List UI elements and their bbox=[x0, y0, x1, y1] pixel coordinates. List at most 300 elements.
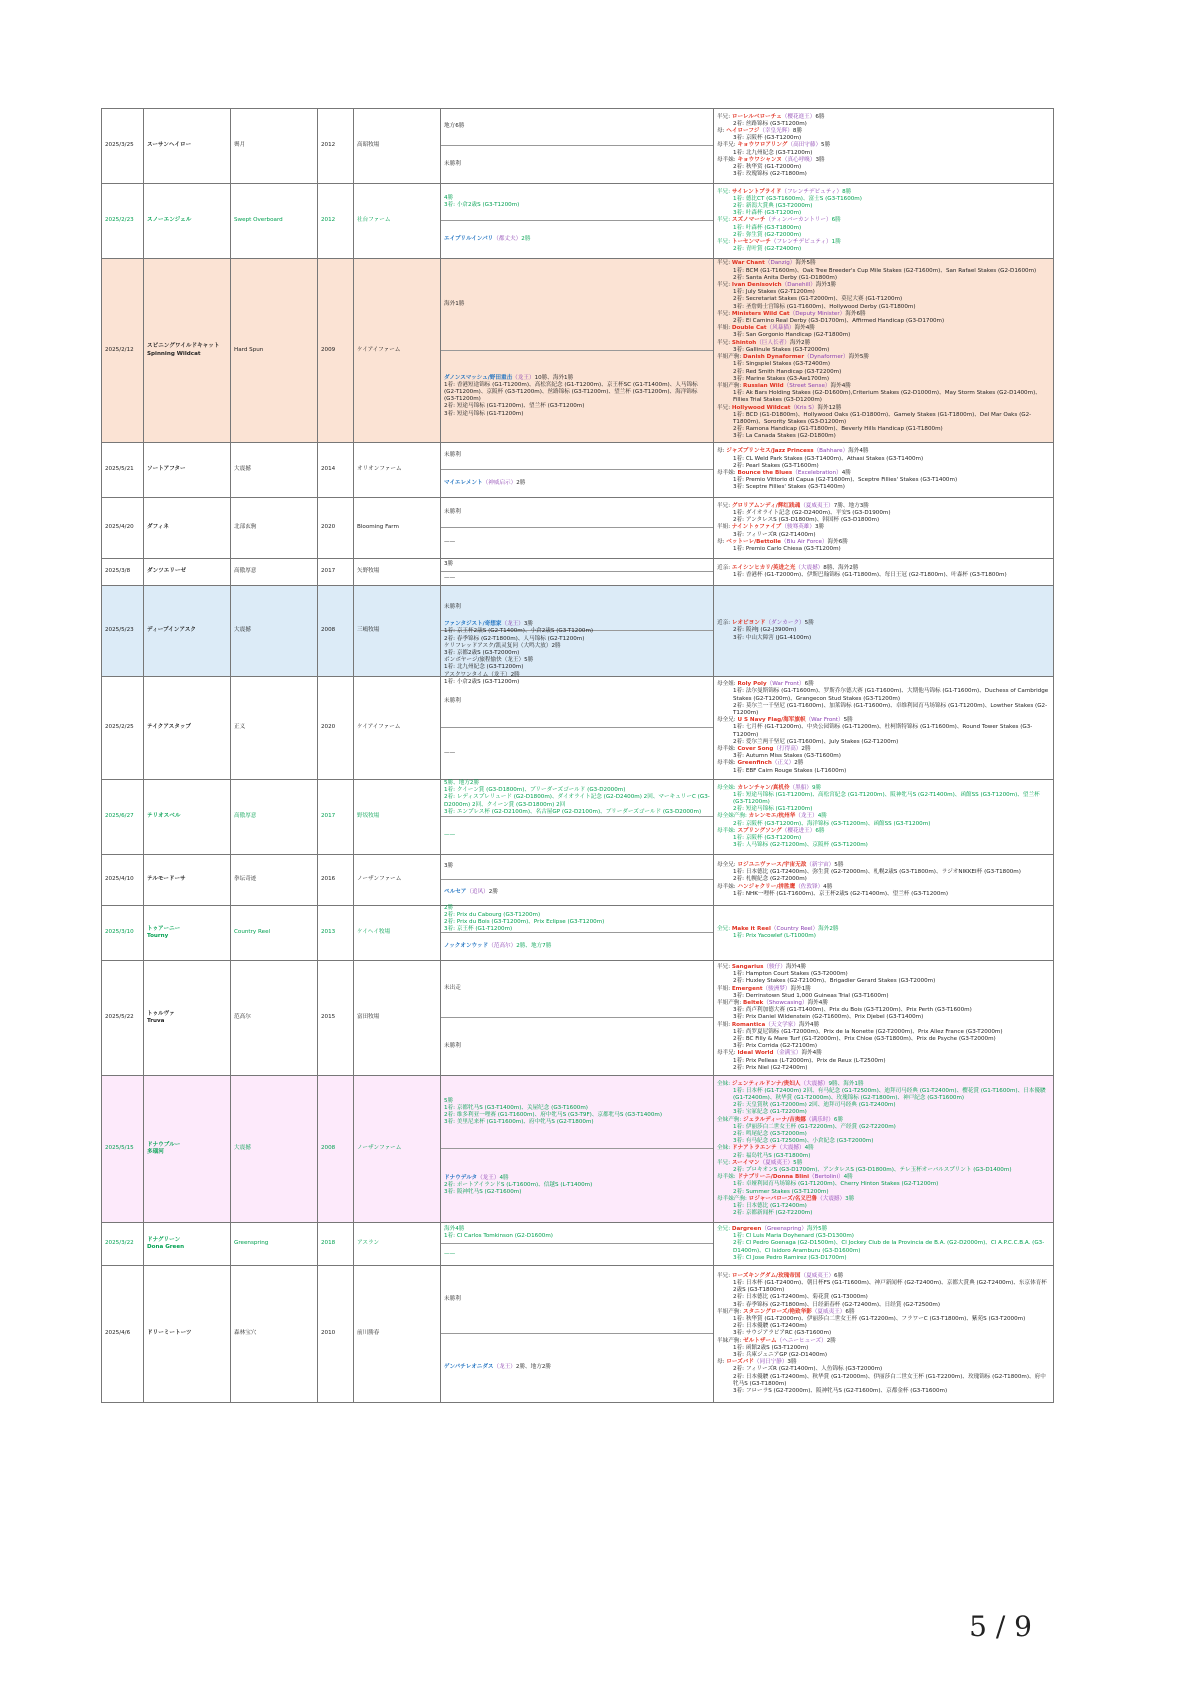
page-number: 5 / 9 bbox=[969, 1610, 1032, 1643]
relative-line: 近亲: エイシンヒカリ/英进之光（大震撼）8勝、海外2勝 bbox=[717, 564, 859, 571]
relative-line: 2着: BC Filly & Mare Turf (G1-T2000m)、Prix Chloe (G3-T1800m)、Prix de Psyche (G3-T2000m) bbox=[733, 1036, 996, 1042]
progeny-line: 3着: 阪神牝马S (G2-T1600m) bbox=[444, 1189, 522, 1196]
relative-line: 母半妹产驹: ロジャーバローズ/名义巴鲁（大震撼）3勝 bbox=[717, 1195, 855, 1202]
progeny-line: 2着: Prix du Cabourg (G3-T1200m) bbox=[444, 911, 541, 918]
relative-line: 半姐: Romantica（天文学家）海外4勝 bbox=[717, 1021, 820, 1028]
farm-cell: ケイアイファーム bbox=[354, 677, 441, 780]
progeny-line: 1着: 京王杯2歳S (G2-T1400m)、小倉2歳S (G3-T1200m) bbox=[444, 628, 594, 635]
progeny-bottom bbox=[441, 1334, 713, 1402]
name-cell bbox=[144, 1076, 231, 1223]
horse-name-en: 多瑙河 bbox=[147, 1149, 164, 1155]
relative-line: 3着: 宝冢紀念 (G1-T2200m) bbox=[733, 1109, 807, 1116]
relative-line: 1着: July Stakes (G2-T1200m) bbox=[733, 289, 815, 296]
horse-name: トゥルヴァ bbox=[147, 1010, 175, 1017]
name-cell bbox=[144, 443, 231, 498]
relatives-cell bbox=[714, 259, 1054, 443]
progeny-line: 未勝利 bbox=[444, 1295, 461, 1302]
relatives-cell bbox=[714, 498, 1054, 559]
progeny-top bbox=[441, 184, 713, 221]
progeny-cell bbox=[441, 586, 714, 685]
relative-line: 半兄: スーイマン（夏威夷王）5勝 bbox=[717, 1159, 803, 1166]
horse-name: ドリーミートーツ bbox=[147, 1330, 192, 1337]
name-cell bbox=[144, 906, 231, 961]
relative-line: 母: ローズバド（同日宁静）3勝 bbox=[717, 1359, 797, 1366]
relative-line: 半兄: ローズキングダム/玫瑰帝国（夏威夷王）6勝 bbox=[717, 1272, 844, 1279]
progeny-line: 2着: 维多利亚一哩赛 (G1-T1600m)、府中牝马S (G3-T9F)、京都牝马S (G3-T1400m) bbox=[444, 1112, 663, 1118]
date-cell: 2025/6/27 bbox=[102, 780, 144, 855]
year-cell: 2013 bbox=[318, 906, 354, 961]
relative-line: 半妹产驹: ゼルトザーム（ヘニーヒューズ）2勝 bbox=[717, 1337, 836, 1344]
relative-line: 半兄: Shintoh（巨人长者）海外2勝 bbox=[717, 339, 811, 346]
farm-cell: 前川勝春 bbox=[354, 1266, 441, 1403]
farm-cell: 野坂牧場 bbox=[354, 780, 441, 855]
relative-line: 3着: 春季锦标 (G2-T1800m)、日经新春杯 (G2-T2400m)、日经賞 (G2-T2500m) bbox=[733, 1301, 941, 1308]
year-cell: 2008 bbox=[318, 1076, 354, 1223]
relative-line: 3着: 叶森杯 (G3-T1200m) bbox=[733, 210, 802, 217]
relative-line: 母半妹: ハンジャクリー/拼胜鹰（佐敦锋）4勝 bbox=[717, 883, 833, 890]
relative-line: 3着: サウジアラビアRC (G3-T1600m) bbox=[733, 1330, 832, 1337]
progeny-line: 1着: 京都牝马S (G3-T1400m)、关屋纪念 (G3-T1600m) bbox=[444, 1104, 588, 1111]
relative-line: 1着: 日本杯 (G1-T2400m)、朝日杯FS (G1-T1600m)、神戸新闻杯 (G2-T2400m)、京都大賞典 (G2-T2400m)、东京体育杯2歳S (G3-T1800m) bbox=[733, 1279, 1047, 1294]
progeny-top bbox=[441, 1223, 713, 1244]
relative-line: 3着: 兵庫ジュニアGP (G2-D1400m) bbox=[733, 1352, 828, 1358]
progeny-cell bbox=[441, 443, 714, 498]
farm-cell: 高昭牧場 bbox=[354, 109, 441, 184]
progeny-bottom bbox=[441, 572, 713, 585]
relative-line: 2着: 日本優駿 (G1-T2400m) bbox=[733, 1323, 807, 1330]
relative-line: 半姐: Double Cat（风暴猫）海外4勝 bbox=[717, 325, 815, 332]
relatives-cell bbox=[714, 1223, 1054, 1266]
relatives-cell bbox=[714, 677, 1054, 780]
year-cell: 2017 bbox=[318, 780, 354, 855]
date-cell: 2025/5/15 bbox=[102, 1076, 144, 1223]
relative-line: 母半妹: Cover Song（打得高）2勝 bbox=[717, 746, 811, 752]
progeny-line: 1着: 小倉2歳S (G3-T1200m) bbox=[444, 678, 520, 685]
table-row bbox=[102, 1223, 1054, 1266]
relative-line: 1着: Premio Carlo Chiesa (G3-T1200m) bbox=[733, 546, 841, 552]
farm-cell: 富田牧場 bbox=[354, 961, 441, 1076]
horse-name-en: Spinning Wildcat bbox=[147, 350, 201, 357]
relative-line: 1着: NHK一哩杯 (G1-T1600m)、京王杯2歳S (G2-T1400m)、望兰杯 (G3-T1200m) bbox=[733, 890, 949, 897]
horse-name: ディープインアスク bbox=[147, 627, 196, 634]
progeny-top bbox=[441, 559, 713, 572]
table-row bbox=[102, 498, 1054, 559]
sire-cell: 大震撼 bbox=[231, 1076, 318, 1223]
progeny-cell bbox=[441, 1266, 714, 1403]
relative-line: 母全兄: ロジユニヴァース/宇宙无敌（新宇宙）5勝 bbox=[717, 861, 844, 868]
relative-line: 1着: Singspiel Stakes (G3-T2400m) bbox=[733, 361, 831, 368]
relative-line: 2着: 日本優駿 (G1-T2400m)、秋华賞 (G1-T2000m)、伊丽莎白二世女王杯 (G1-T2200m)、玫瑰锦标 (G2-T1800m)、府中牝马S (G3-T1800m) bbox=[733, 1373, 1046, 1387]
progeny-cell bbox=[441, 780, 714, 855]
relative-line: 3着: フローラS (G2-T2000m)、阪神牝马S (G2-T1600m)、京都金杯 (G3-T1600m) bbox=[733, 1388, 948, 1395]
date-cell: 2025/4/10 bbox=[102, 855, 144, 906]
relative-line: 全妹产驹: ジェラルディーナ/吉奥娜（满乐时）6勝 bbox=[717, 1116, 844, 1123]
relative-line: 2着: 阪神J (G2-J3900m) bbox=[733, 627, 797, 634]
relatives-cell bbox=[714, 184, 1054, 259]
progeny-top bbox=[441, 961, 713, 1018]
farm-cell: 矢野牧場 bbox=[354, 559, 441, 586]
table-row bbox=[102, 780, 1054, 855]
year-cell: 2009 bbox=[318, 259, 354, 443]
relative-line: 1着: Ak Bars Holding Stakes (G2-D1600m),Criterium Stakes (G2-D1000m)、May Storm Stakes (G2-D1400m)、Fillies Trial Stakes (G3-D1200m) bbox=[733, 390, 1041, 404]
progeny-top bbox=[441, 498, 713, 528]
relative-line: 3着: Marine Stakes (G3-Aw1700m) bbox=[733, 375, 830, 382]
relative-line: 3着: 人马锦标 (G2-T1200m)、京阪杯 (G3-T1200m) bbox=[733, 842, 868, 849]
progeny-cell bbox=[441, 109, 714, 184]
progeny-line: 地方6勝 bbox=[444, 123, 465, 130]
year-cell: 2014 bbox=[318, 443, 354, 498]
relative-line: 2着: 丝路锦标 (G3-T1200m) bbox=[733, 120, 807, 127]
relative-line: 2着: 爱尔兰两千坚尼 (G1-T1600m)、July Stakes (G2-T1200m) bbox=[733, 738, 899, 745]
progeny-line: 3勝 bbox=[444, 561, 454, 568]
year-cell: 2020 bbox=[318, 498, 354, 559]
name-cell bbox=[144, 1223, 231, 1266]
farm-cell: ケイヘイ牧場 bbox=[354, 906, 441, 961]
progeny-line: 2勝 bbox=[444, 904, 454, 911]
sire-cell: 正义 bbox=[231, 677, 318, 780]
progeny-line: ゲンパチレオニダス（龙王）2勝、地方2勝 bbox=[444, 1364, 551, 1371]
progeny-bottom bbox=[441, 1149, 713, 1222]
progeny-line: 海外4勝 bbox=[444, 1225, 465, 1232]
progeny-line: 5勝 bbox=[444, 1097, 454, 1104]
progeny-line: ドナウデルタ（龙王）4勝 bbox=[444, 1174, 509, 1181]
relative-line: 母: ジャズプリンセス/Jazz Princess（Bahhare）海外4勝 bbox=[717, 448, 869, 455]
horse-name: テリオスベル bbox=[147, 813, 181, 820]
relative-line: 母半妹: Greenfinch（正义）2勝 bbox=[717, 760, 804, 767]
horse-name: ドナグリーン bbox=[147, 1236, 181, 1243]
year-cell: 2012 bbox=[318, 184, 354, 259]
relatives-cell bbox=[714, 961, 1054, 1076]
progeny-line: 4勝 bbox=[444, 194, 454, 201]
name-cell bbox=[144, 961, 231, 1076]
horse-name: ドナウブルー bbox=[147, 1141, 181, 1148]
sire-cell: 高傲厚意 bbox=[231, 559, 318, 586]
relative-line: 3着: 有马紀念 (G1-T2500m)、小倉紀念 (G3-T2000m) bbox=[733, 1138, 874, 1145]
relative-line: 母半兄: Ideal World（金满宝）海外4勝 bbox=[717, 1050, 822, 1057]
year-cell: 2017 bbox=[318, 559, 354, 586]
relative-line: 1着: 日本杯 (G1-T2400m) 2回、有马紀念 (G1-T2500m)、迪拜司马经典 (G1-T2400m)、樱花賞 (G1-T1600m)、日本優駿 (G1-T2400m)、秋华賞 (G1-T2000m)、玫瑰锦标 (G2-T1800m)、神戸紀念 (G3-T1600m) bbox=[733, 1087, 1046, 1101]
relative-line: 2着: Summer Stakes (G3-T1200m) bbox=[733, 1188, 829, 1195]
progeny-line: 未勝利 bbox=[444, 508, 461, 515]
relative-line: 2着: 弥生賞 (G2-T2000m) bbox=[733, 231, 802, 238]
horse-name: スーサンヘイロー bbox=[147, 142, 192, 149]
progeny-line: —— bbox=[444, 574, 456, 581]
relative-line: 2着: Pearl Stakes (G3-T1600m) bbox=[733, 462, 819, 469]
relative-line: 母半妹: Bounce the Blues（Excelebration）4勝 bbox=[717, 470, 851, 476]
relative-line: 半姐产驹: スタニングローズ/艳致华影（夏威夷王）6勝 bbox=[717, 1308, 855, 1315]
relatives-cell bbox=[714, 1076, 1054, 1223]
relative-line: 3着: Cl Jose Pedro Ramirez (G3-D1700m) bbox=[733, 1254, 847, 1261]
progeny-bottom bbox=[441, 817, 713, 854]
relative-line: 半兄: War Chant（Danzig）海外5勝 bbox=[717, 260, 816, 267]
date-cell: 2025/4/6 bbox=[102, 1266, 144, 1403]
relatives-cell bbox=[714, 559, 1054, 586]
sire-cell: 大震撼 bbox=[231, 586, 318, 677]
farm-cell: ノーザンファーム bbox=[354, 1076, 441, 1223]
progeny-line: 2着: ポートアイランドS (L-T1600m)、信越S (L-T1400m) bbox=[444, 1181, 593, 1188]
sire-cell: Hard Spun bbox=[231, 259, 318, 443]
sire-cell: 北部玄驹 bbox=[231, 498, 318, 559]
name-cell bbox=[144, 184, 231, 259]
date-cell: 2025/5/23 bbox=[102, 586, 144, 677]
name-cell bbox=[144, 1266, 231, 1403]
relative-line: 1着: 香港杯 (G1-T2000m)、伊斯巴翰锦标 (G1-T1800m)、每日王冠 (G2-T1800m)、叶森杯 (G3-T1800m) bbox=[733, 572, 1007, 578]
farm-cell: 社台ファーム bbox=[354, 184, 441, 259]
progeny-top bbox=[441, 855, 713, 880]
relative-line: 1着: 函館2歳S (G3-T1200m) bbox=[733, 1344, 809, 1351]
date-cell: 2025/2/23 bbox=[102, 184, 144, 259]
progeny-top bbox=[441, 1266, 713, 1334]
relative-line: 母全兄: U S Navy Flag/海军旗帜（War Front）5勝 bbox=[717, 717, 853, 724]
date-cell: 2025/5/21 bbox=[102, 443, 144, 498]
progeny-cell bbox=[441, 1223, 714, 1266]
relative-line: 1着: 德比CT (G3-T1600m)、富士S (G3-T1600m) bbox=[733, 195, 862, 202]
progeny-line: 未勝利 bbox=[444, 604, 461, 611]
progeny-line: —— bbox=[444, 1250, 456, 1257]
relative-line: 2着: 新潟大賞典 (G3-T2000m) bbox=[733, 202, 813, 209]
progeny-cell bbox=[441, 961, 714, 1076]
relative-line: 2着: プロキオンS (G3-D1700m)、アンタレスS (G3-D1800m)、テレ玉杯オーバルスプリント (G3-D1400m) bbox=[733, 1167, 1012, 1173]
progeny-line: ノックオンウッド（范高尔）2勝、地方7勝 bbox=[444, 942, 552, 949]
progeny-line: ボンボヤージ/旅程愉快（龙王）5勝 bbox=[444, 657, 534, 664]
relative-line: 半兄: Ivan Denisovich（Danehill）海外3勝 bbox=[717, 282, 837, 289]
relatives-cell bbox=[714, 1266, 1054, 1403]
relative-line: 3着: Prix Daniel Wildenstein (G2-T1600m)、Prix Djebel (G3-T1400m) bbox=[733, 1014, 924, 1021]
relative-line: 2着: El Camino Real Derby (G3-D1700m)、Affirmed Handicap (G3-D1700m) bbox=[733, 318, 945, 325]
relative-line: 全妹: ジェンティルドンナ/贵妇人（大震撼）9勝、海外1勝 bbox=[717, 1080, 864, 1087]
relative-line: 半兄: スズノマーチ（ティンバーカントリー）6勝 bbox=[717, 217, 841, 224]
relative-line: 2着: Cl Pedro Goenaga (G2-D1500m)、Cl Jockey Club de la Provincia de B.A. (G2-D2000m)、Cl A.P.C.C.B.A. (G3-D1400m)、Cl Isidoro Aramburu (G3-D1600m) bbox=[733, 1240, 1045, 1254]
date-cell: 2025/3/22 bbox=[102, 1223, 144, 1266]
relative-line: 半兄: Ministers Wild Cat（Deputy Minister）海外6勝 bbox=[717, 310, 866, 317]
date-cell: 2025/2/25 bbox=[102, 677, 144, 780]
relative-line: 3着: Gallinule Stakes (G3-T2000m) bbox=[733, 346, 830, 353]
progeny-line: 未勝利 bbox=[444, 160, 461, 167]
relative-line: 1着: Prix Yacowlef (L-T1000m) bbox=[733, 933, 816, 939]
progeny-line: 未勝利 bbox=[444, 1042, 461, 1049]
progeny-line: 1着: クイーン賞 (G3-D1800m)、ブリーダーズゴールド (G3-D2000m) bbox=[444, 787, 626, 794]
table-row bbox=[102, 677, 1054, 780]
relative-line: 1着: 京阪杯 (G3-T1200m) bbox=[733, 835, 802, 841]
relative-line: 1着: 北九州紀念 (G3-T1200m) bbox=[733, 149, 813, 156]
relative-line: 2着: 京阪杯 (G3-T1200m)、海洋锦标 (G3-T1200m)、函館SS (G3-T1200m) bbox=[733, 820, 931, 827]
relative-line: 1着: 秋华賞 (G1-T2000m)、伊丽莎白二世女王杯 (G1-T2200m)、フラワーC (G3-T1800m)、紫苑S (G3-T2000m) bbox=[733, 1315, 1026, 1322]
date-cell: 2025/3/8 bbox=[102, 559, 144, 586]
table-row bbox=[102, 906, 1054, 961]
progeny-bottom bbox=[441, 728, 713, 779]
progeny-line: 3勝 bbox=[444, 863, 454, 870]
relative-line: 3着: La Canada Stakes (G2-D1800m) bbox=[733, 433, 836, 440]
progeny-line: ペルセア（追风）2勝 bbox=[444, 888, 498, 895]
relative-line: 母: ヘイローフジ（幸皇光辉）8勝 bbox=[717, 127, 803, 134]
relative-line: 母全妹: カレンチャン/真机伶（黑船）9勝 bbox=[717, 784, 822, 791]
relatives-cell bbox=[714, 780, 1054, 855]
relative-line: 半兄: Hollywood Wildcat（Kris S）海外12勝 bbox=[717, 404, 842, 411]
progeny-cell bbox=[441, 855, 714, 906]
relative-line: 2着: Red Smith Handicap (G3-T2200m) bbox=[733, 368, 842, 375]
relative-line: 半姐: ナイントゥファイブ（骏骞英雄）3勝 bbox=[717, 524, 825, 531]
year-cell: 2010 bbox=[318, 1266, 354, 1403]
relative-line: 3着: Sceptre Fillies' Stakes (G3-T1400m) bbox=[733, 484, 845, 491]
table-row bbox=[102, 1076, 1054, 1223]
relative-line: 2着: Prix Niel (G2-T2400m) bbox=[733, 1064, 808, 1071]
sire-cell: Country Reel bbox=[231, 906, 318, 961]
progeny-bottom bbox=[441, 933, 713, 960]
horse-name: トゥアーニー bbox=[147, 925, 181, 932]
horse-name-en: Dona Green bbox=[147, 1244, 185, 1250]
table-row bbox=[102, 559, 1054, 586]
progeny-bottom bbox=[441, 146, 713, 183]
name-cell bbox=[144, 109, 231, 184]
farm-cell: ノーザンファーム bbox=[354, 855, 441, 906]
table-row bbox=[102, 586, 1054, 677]
relative-line: 2着: 福岛牝马S (G3-T1800m) bbox=[733, 1152, 811, 1159]
relative-line: 2着: 鸣尾紀念 (G3-T2000m) bbox=[733, 1130, 807, 1137]
progeny-line: 海外1勝 bbox=[444, 300, 465, 307]
progeny-line: 2着: 春季锦标 (G2-T1800m)、人马锦标 (G2-T1200m) bbox=[444, 635, 585, 642]
relatives-cell bbox=[714, 906, 1054, 961]
sire-cell: 霽月 bbox=[231, 109, 318, 184]
progeny-bottom bbox=[441, 880, 713, 905]
relative-line: 2着: 京都新闻杯 (G2-T2200m) bbox=[733, 1210, 813, 1217]
relative-line: 1着: 短途马锦标 (G1-T1200m)、高松宮紀念 (G1-T1200m)、阪神牝马S (G2-T1400m)、函館SS (G3-T1200m)、望兰杯 (G3-T1200m) bbox=[733, 791, 1040, 805]
relative-line: 2着: Huxley Stakes (G2-T2100m)、Brigadier Gerard Stakes (G3-T2000m) bbox=[733, 978, 936, 985]
sire-cell: 大震撼 bbox=[231, 443, 318, 498]
progeny-cell bbox=[441, 498, 714, 559]
table-row bbox=[102, 1266, 1054, 1403]
horse-name-en: Truva bbox=[147, 1018, 165, 1024]
relative-line: 2着: Ramona Handicap (G1-T1800m)、Beverly Hills Handicap (G1-T1800m) bbox=[733, 426, 943, 433]
table-row bbox=[102, 109, 1054, 184]
horse-name: テイクアスタップ bbox=[147, 724, 192, 731]
sire-cell: Greenspring bbox=[231, 1223, 318, 1266]
relatives-cell bbox=[714, 855, 1054, 906]
relative-line: 1着: Hampton Court Stakes (G3-T2000m) bbox=[733, 971, 848, 978]
relative-line: 3着: 玫瑰锦标 (G2-T1800m) bbox=[733, 171, 807, 178]
relative-line: 近亲: レオビヨンド（ダンカーク）5勝 bbox=[717, 620, 814, 627]
progeny-line: 3着: 短途马锦标 (G1-T1200m) bbox=[444, 410, 524, 417]
relative-line: 母半妹: ドナブリーニ/Donna Blini（Bertolini）4勝 bbox=[717, 1174, 853, 1181]
name-cell bbox=[144, 559, 231, 586]
progeny-line: 2着: 短途马锦标 (G1-T1200m)、望兰杯 (G3-T1200m) bbox=[444, 403, 585, 410]
relative-line: 母半兄: キョウワロアリング（高田守藤）5勝 bbox=[717, 142, 831, 149]
progeny-cell bbox=[441, 906, 714, 961]
relative-line: 2着: 札幌紀念 (G2-T2000m) bbox=[733, 876, 807, 883]
progeny-top bbox=[441, 1076, 713, 1149]
progeny-bottom bbox=[441, 470, 713, 497]
progeny-bottom bbox=[441, 1018, 713, 1075]
progeny-bottom bbox=[441, 351, 713, 443]
progeny-line: 1着: 香港短途锦标 (G1-T1200m)、高松宮紀念 (G1-T1200m)、京王杯SC (G1-T1400m)、人马锦标 (G2-T1200m)、京阪杯 (G3-T1200m)、丝路锦标 (G3-T1200m)、望兰杯 (G3-T1200m)、海洋锦标 (G3-T1200m) bbox=[444, 381, 698, 403]
progeny-cell bbox=[441, 559, 714, 586]
sire-cell: 森林宝穴 bbox=[231, 1266, 318, 1403]
relative-line: 1着: CL Weld Park Stakes (G3-T1400m)、Athasi Stakes (G3-T1400m) bbox=[733, 455, 924, 462]
relative-line: 2着: Secretariat Stakes (G1-T2000m)、莫尼大赛 (G1-T1200m) bbox=[733, 296, 903, 303]
relative-line: 3着: 尚卢利加德大赛 (G1-T1400m)、Prix du Bois (G3-T1200m)、Prix Perth (G3-T1600m) bbox=[733, 1007, 972, 1014]
relative-line: 1着: Cl Luis Maria Doyhenard (G3-D1300m) bbox=[733, 1233, 854, 1240]
progeny-bottom bbox=[441, 221, 713, 258]
relative-line: 3着: Prix Corrida (G2-T2100m) bbox=[733, 1043, 818, 1050]
relative-line: 1着: 伊丽莎白二世女王杯 (G1-T2200m)、产经賞 (G2-T2200m) bbox=[733, 1123, 896, 1130]
relative-line: 半姐产驹: Danish Dynaformer（Dynaformer）海外5勝 bbox=[717, 354, 869, 361]
name-cell bbox=[144, 586, 231, 677]
progeny-top bbox=[441, 443, 713, 470]
progeny-line: ケリフレッドアスク/凯灵复问（大鸣大放）2勝 bbox=[444, 642, 561, 649]
progeny-line: 3着: 美里尼来杯 (G1-T1600m)、府中牝马S (G2-T1800m) bbox=[444, 1119, 594, 1126]
table-row bbox=[102, 259, 1054, 443]
relative-line: 2着: 日本德比 (G1-T2400m)、菊花賞 (G1-T3000m) bbox=[733, 1294, 868, 1301]
horse-name: ダフィネ bbox=[147, 524, 169, 531]
progeny-line: 未出走 bbox=[444, 985, 461, 992]
progeny-line: 1着: Cl Carlos Tomkinson (G2-D1600m) bbox=[444, 1233, 553, 1239]
relative-line: 半姐产驹: Russian Wild（Street Sense）海外4勝 bbox=[717, 382, 851, 389]
relative-line: 2着: 天皇賞秋 (G1-T2000m) 2回、迪拜司马经典 (G1-T2400m) bbox=[733, 1102, 896, 1109]
progeny-line: ダノンスマッシュ/野田重击（龙王）10勝、海外1勝 bbox=[444, 374, 574, 381]
relative-line: 3着: Autumn Miss Stakes (G3-T1600m) bbox=[733, 753, 841, 760]
horse-name-en: Tourny bbox=[147, 933, 169, 939]
name-cell bbox=[144, 855, 231, 906]
year-cell: 2020 bbox=[318, 677, 354, 780]
progeny-cell bbox=[441, 259, 714, 443]
progeny-line: 未勝利 bbox=[444, 452, 461, 459]
relative-line: 3着: San Gorgonio Handicap (G2-T1800m) bbox=[733, 332, 851, 339]
table-row bbox=[102, 443, 1054, 498]
name-cell bbox=[144, 677, 231, 780]
relative-line: 1着: 日本德比 (G1-T2400m)、弥生賞 (G2-T2000m)、札幌2歳S (G3-T1800m)、ラジオNIKKEI杯 (G3-T1800m) bbox=[733, 869, 1021, 876]
year-cell: 2012 bbox=[318, 109, 354, 184]
progeny-line: 3着: 京都2歳S (G3-T2000m) bbox=[444, 649, 520, 656]
farm-cell: オリオンファーム bbox=[354, 443, 441, 498]
progeny-line: 3着: 小倉2歳S (G3-T1200m) bbox=[444, 202, 520, 208]
progeny-line: 未勝利 bbox=[444, 698, 461, 705]
relative-line: 2着: 青叶賞 (G2-T2400m) bbox=[733, 246, 802, 253]
farm-cell: 三嶋牧場 bbox=[354, 586, 441, 677]
progeny-cell bbox=[441, 1076, 714, 1223]
relative-line: 2着: 秋华赏 (G1-T2000m) bbox=[733, 164, 802, 170]
relative-line: 全妹: ドナアトラエンテ（大震撼）4勝 bbox=[717, 1145, 814, 1152]
date-cell: 2025/5/22 bbox=[102, 961, 144, 1076]
progeny-cell bbox=[441, 184, 714, 259]
progeny-line: 2着: レディスプレリュード (G2-D1800m)、ダイオライト記念 (G2-D2400m) 2回、マーキュリーC (G3-D2000m) 2回、クイーン賞 (G3-D1800m) 2回 bbox=[444, 794, 710, 808]
relative-line: 3着: Derrinstown Stud 1,000 Guineas Trial (G3-T1600m) bbox=[733, 992, 889, 999]
relative-line: 1着: BCM (G1-T1600m)、Oak Tree Breeder's Cup Mile Stakes (G2-T1600m)、San Rafael Stakes (G2-D1600m) bbox=[733, 267, 1037, 274]
relative-line: 半兄: ローレルベローチェ（櫻花進王）6勝 bbox=[717, 113, 825, 120]
sire-cell: 拳坛奇迹 bbox=[231, 855, 318, 906]
horse-table bbox=[101, 108, 1054, 1403]
progeny-line: —— bbox=[444, 539, 456, 546]
relatives-cell bbox=[714, 443, 1054, 498]
relative-line: 2着: フィリーズR (G2-T1400m)、人鱼锦标 (G3-T2000m) bbox=[733, 1366, 883, 1373]
table-row bbox=[102, 184, 1054, 259]
sire-cell: Swept Overboard bbox=[231, 184, 318, 259]
year-cell: 2015 bbox=[318, 961, 354, 1076]
relative-line: 母半妹: スプリングソング（櫻花进王）6勝 bbox=[717, 827, 825, 834]
relative-line: 2着: Santa Anita Derby (G1-D1800m) bbox=[733, 274, 838, 281]
progeny-top bbox=[441, 677, 713, 728]
date-cell: 2025/3/10 bbox=[102, 906, 144, 961]
date-cell: 2025/2/12 bbox=[102, 259, 144, 443]
year-cell: 2016 bbox=[318, 855, 354, 906]
relatives-cell bbox=[714, 586, 1054, 677]
relative-line: 全兄: Make it Reel（Country Reel）海外2勝 bbox=[717, 925, 839, 932]
relative-line: 1着: ダイオライト記念 (G2-D2400m)、平安S (G3-D1900m) bbox=[733, 509, 891, 516]
farm-cell: Blooming Farm bbox=[354, 498, 441, 559]
table-row bbox=[102, 961, 1054, 1076]
progeny-top bbox=[441, 780, 713, 817]
relative-line: 半兄: グロリアムンディ/辉红践魂（夏威夷王）7勝、地方3勝 bbox=[717, 502, 869, 509]
relative-line: 3着: 圣詹姆士宫锦标 (G1-T1600m)、Hollywood Derby (G1-T1800m) bbox=[733, 303, 916, 310]
name-cell bbox=[144, 259, 231, 443]
